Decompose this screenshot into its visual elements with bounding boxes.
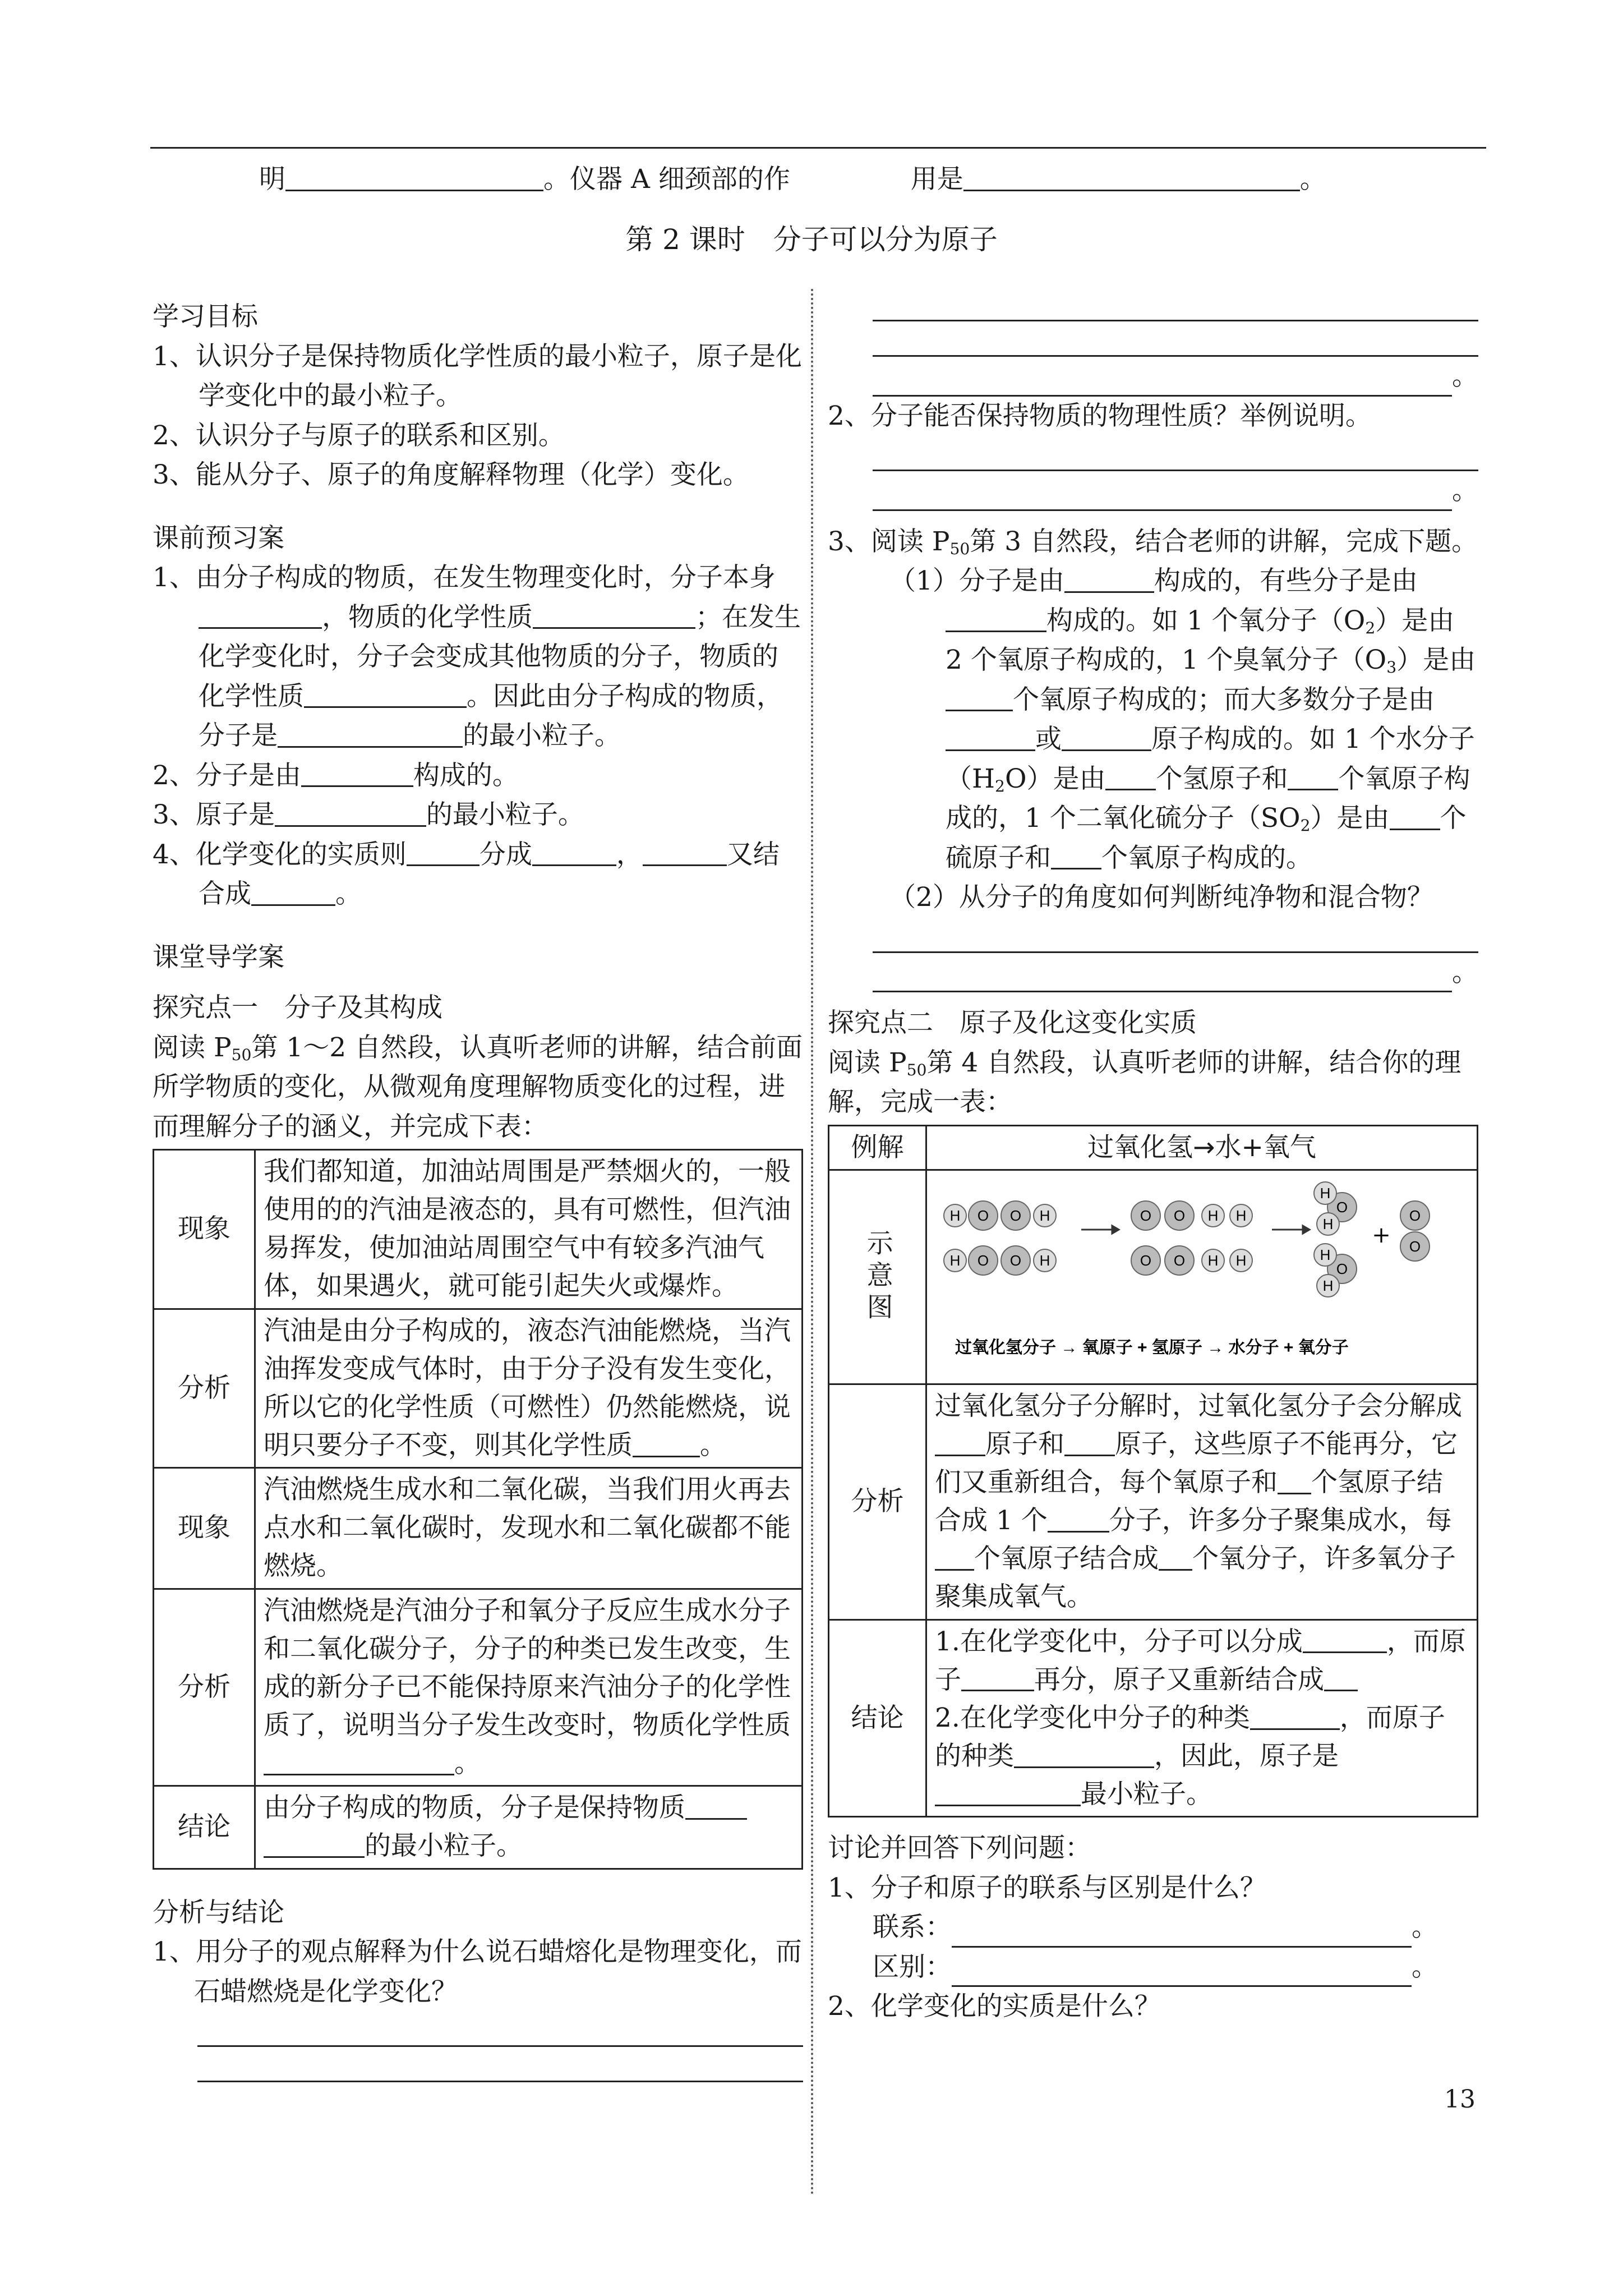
preview-q3: 3、原子是 的最小粒子。 [153, 795, 803, 835]
goal-2: 2、认识分子与原子的联系和区别。 [153, 420, 565, 451]
goals-heading: 学习目标 [153, 301, 258, 332]
blank [285, 162, 543, 191]
right-column [828, 286, 1478, 2027]
explore2-heading: 探究点二 原子及化这变化实质 [828, 1007, 1197, 1038]
analysis-q1: 1、用分子的观点解释为什么说石蜡熔化是物理变化，而石蜡燃烧是化学变化？ [153, 1936, 802, 2007]
preview-q2: 2、分子是由 构成的。 [153, 756, 803, 796]
atom-label: H [1320, 1246, 1331, 1263]
table-row [829, 1170, 1478, 1384]
atom-label: O [1009, 1251, 1022, 1269]
atom-label: H [1039, 1207, 1050, 1224]
atom-label: O [1336, 1198, 1348, 1216]
analysis-heading: 分析与结论 [153, 1897, 284, 1928]
goal-1: 1、认识分子是保持物质化学性质的最小粒子，原子是化学变化中的最小粒子。 [153, 341, 802, 411]
answer-lines [153, 2012, 803, 2082]
top-rule [150, 147, 1486, 149]
table-row [154, 1309, 803, 1468]
table-cell [926, 1170, 1478, 1384]
atom-label: H [1322, 1215, 1334, 1232]
header-text-3: 用是 [910, 164, 963, 195]
q2: 2、分子能否保持物质的物理性质？举例说明。 [828, 400, 1372, 431]
q3-sub1: （1）分子是由 构成的，有些分子是由构成的。如 1 个氧分子$(O_2)$是由 2 个氧原子构成的，1 个臭氧分子$(O_3)$是由个氧原子构成的；而大多数分子是由或 原子构成的。如 1 个水分子$(H_2O)$是由 个氢原子和 个氧原子构成的，1 个二氧化硫分子$(SO_2)$是由 个硫原子和 个氧原子构成的。 [828, 562, 1478, 878]
table-cell: 结论 [154, 1786, 255, 1869]
class-heading: 课堂导学案 [153, 941, 284, 973]
atom-label: O [1009, 1207, 1022, 1224]
q3-sub2: （2）从分子的角度如何判断纯净物和混合物？ [889, 882, 1433, 913]
table-cell: 分析 [154, 1309, 255, 1468]
table-row [154, 1150, 803, 1309]
header-text-1: 明 [259, 164, 285, 195]
atom-label: O [1409, 1237, 1421, 1255]
discuss-q1: 1、分子和原子的联系与区别是什么？ [828, 1872, 1266, 1903]
left-column [153, 297, 803, 2082]
table-row [154, 1786, 803, 1869]
atom-label: O [1173, 1251, 1186, 1269]
diagram-caption: 过氧化氢分子 → 氧原子 + 氢原子 → 水分子 + 氧分子 [955, 1338, 1349, 1357]
molecule-table [153, 1149, 803, 1870]
atom-label: O [977, 1251, 989, 1269]
discuss-q1-diff: 区别： 。 [828, 1948, 1478, 1987]
q3: 3、阅读 $P_{50}$第 3 自然段，结合老师的讲解，完成下题。 [828, 526, 1478, 558]
atom-label: H [1039, 1251, 1050, 1269]
header-text-4: 。 [1299, 164, 1326, 195]
molecule-diagram [933, 1176, 1471, 1367]
arrow-icon [1081, 1226, 1310, 1234]
atom-label: H [1322, 1277, 1334, 1294]
table-cell: 现象 [154, 1468, 255, 1589]
page-title: 第 2 课时 分子可以分为原子 [625, 223, 998, 256]
read2: 阅读 $P_{50}$第 4 自然段，认真听老师的讲解，结合你的理解，完成一表： [828, 1047, 1461, 1117]
explore1-heading: 探究点一 分子及其构成 [153, 992, 442, 1023]
atom-label: O [1173, 1207, 1186, 1224]
preview-q4: 4、化学变化的实质则 分成 ， 又结合成 。 [153, 835, 803, 914]
table-cell: 由分子构成的物质，分子是保持物质的最小粒子。 [255, 1786, 803, 1869]
atom-label: O [1140, 1207, 1152, 1224]
page-number: 13 [1444, 2085, 1476, 2114]
header-text-2: 。仪器 A 细颈部的作 [543, 164, 790, 195]
atom-label: H [1207, 1251, 1219, 1269]
discuss-heading: 讨论并回答下列问题： [828, 1833, 1091, 1864]
goal-3: 3、能从分子、原子的角度解释物理（化学）变化。 [153, 459, 749, 490]
table-cell: 我们都知道，加油站周围是严禁烟火的，一般使用的的汽油是液态的，具有可燃性，但汽油易挥发，使加油站周围空气中有较多汽油气体，如果遇火，就可能引起失火或爆炸。 [255, 1150, 803, 1309]
atom-label: O [1140, 1251, 1152, 1269]
table-cell: 分析 [829, 1384, 926, 1619]
plus-icon: + [1372, 1222, 1391, 1248]
table-cell: 过氧化氢→水+氧气 [926, 1125, 1478, 1170]
atom-label: O [977, 1207, 989, 1224]
preview-q1: 1、由分子构成的物质，在发生物理变化时，分子本身，物质的化学性质 ；在发生化学变化时，分子会变成其他物质的分子，物质的化学性质 。因此由分子构成的物质，分子是 的最小粒子。 [153, 562, 801, 751]
atom-label: H [1235, 1207, 1247, 1224]
atom-label: O [1409, 1207, 1421, 1224]
table-cell: 1.在化学变化中，分子可以分成 ，而原子 再分，原子又重新结合成 2.在化学变化中分子的种类 ，而原子的种类 ，因此，原子是最小粒子。 [926, 1619, 1478, 1817]
answer-lines: 。 [828, 436, 1478, 511]
table-row [154, 1468, 803, 1589]
discuss-q2: 2、化学变化的实质是什么？ [828, 1991, 1161, 2022]
atom-table [828, 1125, 1478, 1818]
table-cell: 示意图 [829, 1170, 926, 1384]
table-cell: 过氧化氢分子分解时，过氧化氢分子会分解成原子和 原子，这些原子不能再分，它们又重新组合，每个氧原子和 个氢原子结合成 1 个 分子，许多分子聚集成水，每个氧原子结合成 个氧分子，许多氧分子聚集成氧气。 [926, 1384, 1478, 1619]
atom-label: O [1336, 1260, 1348, 1277]
atom-label: H [949, 1207, 961, 1224]
table-cell: 汽油燃烧是汽油分子和氧分子反应生成水分子和二氧化碳分子，分子的种类已发生改变，生成的新分子已不能保持原来汽油分子的化学性质了，说明当分子发生改变时，物质化学性质。 [255, 1589, 803, 1786]
table-row [829, 1125, 1478, 1170]
read1: 阅读 $P_{50}$第 1～2 自然段，认真听老师的讲解，结合前面所学物质的变化，从微观角度理解物质变化的过程，进而理解分子的涵义，并完成下表： [153, 1032, 803, 1142]
atom-group [944, 1182, 1430, 1297]
header-line [259, 160, 1326, 200]
preview-heading: 课前预习案 [153, 522, 284, 554]
atom-label: H [949, 1251, 961, 1269]
atom-label: H [1235, 1251, 1247, 1269]
blank [963, 162, 1300, 191]
discuss-q1-link: 联系： 。 [828, 1908, 1478, 1948]
table-row [829, 1619, 1478, 1817]
atom-label: H [1207, 1207, 1219, 1224]
table-cell: 分析 [154, 1589, 255, 1786]
table-cell: 结论 [829, 1619, 926, 1817]
table-cell: 现象 [154, 1150, 255, 1309]
column-divider [811, 289, 813, 2196]
atom-label: H [1320, 1184, 1331, 1202]
table-cell: 例解 [829, 1125, 926, 1170]
table-row [829, 1384, 1478, 1619]
answer-lines: 。 [828, 286, 1478, 397]
table-cell: 汽油是由分子构成的，液态汽油能燃烧，当汽油挥发变成气体时，由于分子没有发生变化，所以它的化学性质（可燃性）仍然能燃烧，说明只要分子不变，则其化学性质 。 [255, 1309, 803, 1468]
table-cell: 汽油燃烧生成水和二氧化碳，当我们用火再去点水和二氧化碳时，发现水和二氧化碳都不能燃烧。 [255, 1468, 803, 1589]
answer-lines: 。 [828, 918, 1478, 993]
table-row [154, 1589, 803, 1786]
